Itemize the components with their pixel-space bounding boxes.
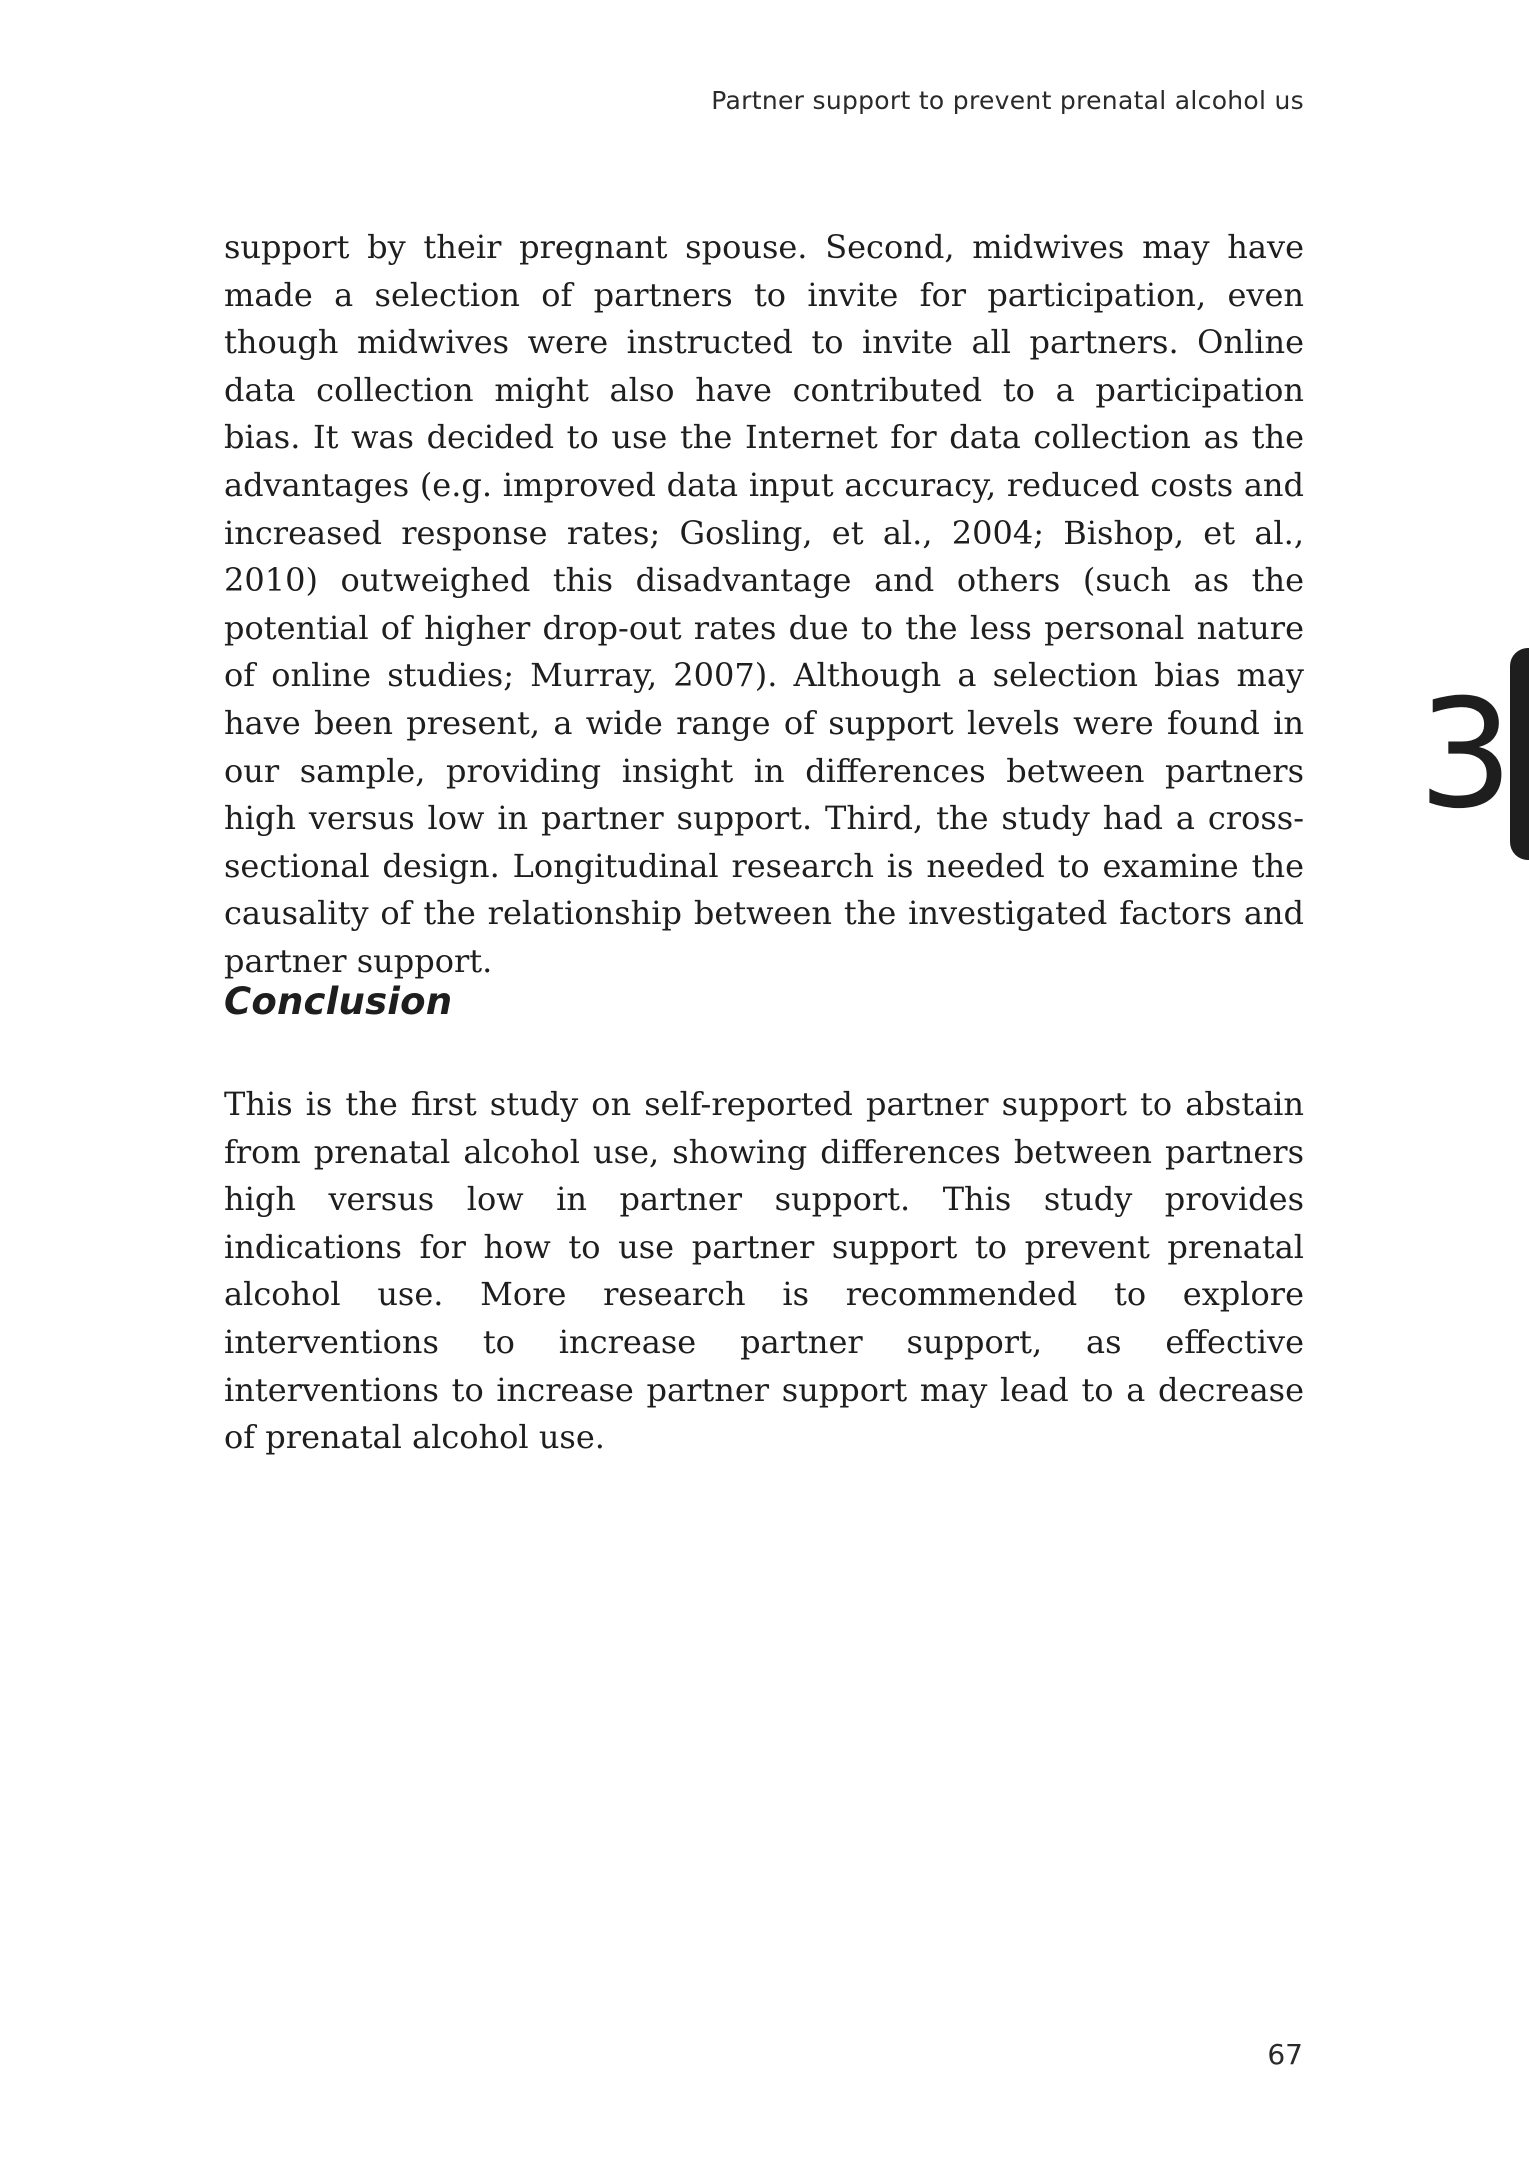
running-header: Partner support to prevent prenatal alcohol us bbox=[711, 86, 1304, 115]
page-number: 67 bbox=[1267, 2038, 1303, 2071]
section-heading-conclusion: Conclusion bbox=[224, 980, 453, 1023]
body-paragraph-limitations: support by their pregnant spouse. Second, midwives may have made a selection of partners to invite for participation, even though midwives were instructed to invite all partners. Online data collection might also have contributed to a participation bias. It was decided to use the Internet for data collection as the advantages (e.g. improved data input accuracy, reduced costs and increased response rates; Gosling, et al., 2004; Bishop, et al., 2010) outweighed this disadvantage and others (such as the potential of higher drop-out rates due to the less personal nature of online studies; Murray, 2007). Although a selection bias may have been present, a wide range of support levels were found in our sample, providing insight in differences between partners high versus low in partner support. Third, the study had a cross-sectional design. Longitudinal research is needed to examine the causality of the relationship between the investigated factors and partner support. bbox=[224, 228, 1304, 980]
chapter-number: 3 bbox=[1418, 668, 1514, 842]
body-paragraph-conclusion: This is the first study on self-reported partner support to abstain from prenatal alcohol use, showing differences between partners high versus low in partner support. This study provides indications for how to use partner support to prevent prenatal alcohol use. More research is recommended to explore interventions to increase partner support, as effective interventions to increase partner support may lead to a decrease of prenatal alcohol use. bbox=[224, 1085, 1304, 1457]
